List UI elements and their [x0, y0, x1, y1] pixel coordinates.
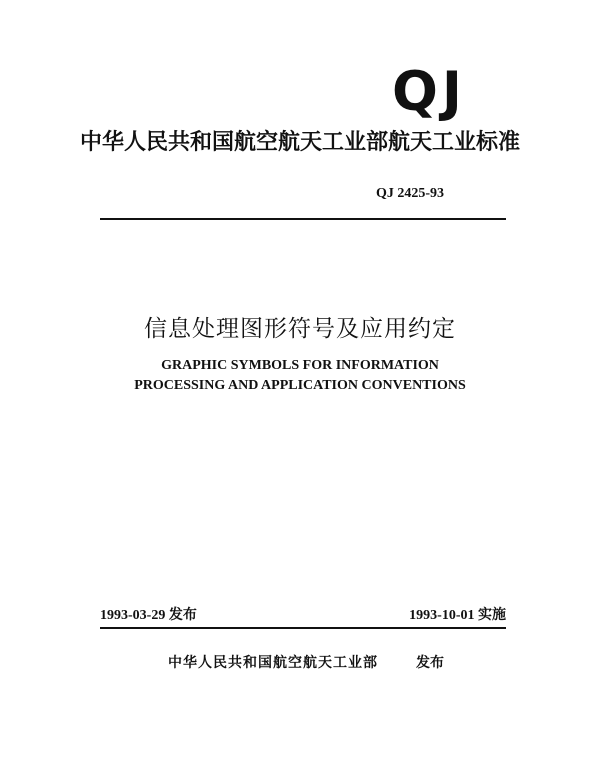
standard-number: QJ 2425-93 [376, 186, 445, 201]
publisher-name: 中华人民共和国航空航天工业部 [168, 655, 378, 671]
document-title-english [80, 356, 520, 396]
title-en-line-1: GRAPHIC SYMBOLS FOR INFORMATION [161, 358, 439, 373]
org-header: 中华人民共和国航空航天工业部航天工业标准 [80, 130, 521, 155]
publish-label: 发布 [416, 655, 444, 671]
qj-logo: QJ [392, 60, 466, 123]
top-rule-divider [100, 218, 506, 220]
title-en-line-2: PROCESSING AND APPLICATION CONVENTIONS [134, 378, 466, 393]
bottom-rule-divider [100, 627, 506, 629]
issue-date: 1993-03-29 发布 [100, 608, 197, 623]
document-title-chinese: 信息处理图形符号及应用约定 [144, 316, 456, 342]
implementation-date: 1993-10-01 实施 [409, 608, 506, 623]
